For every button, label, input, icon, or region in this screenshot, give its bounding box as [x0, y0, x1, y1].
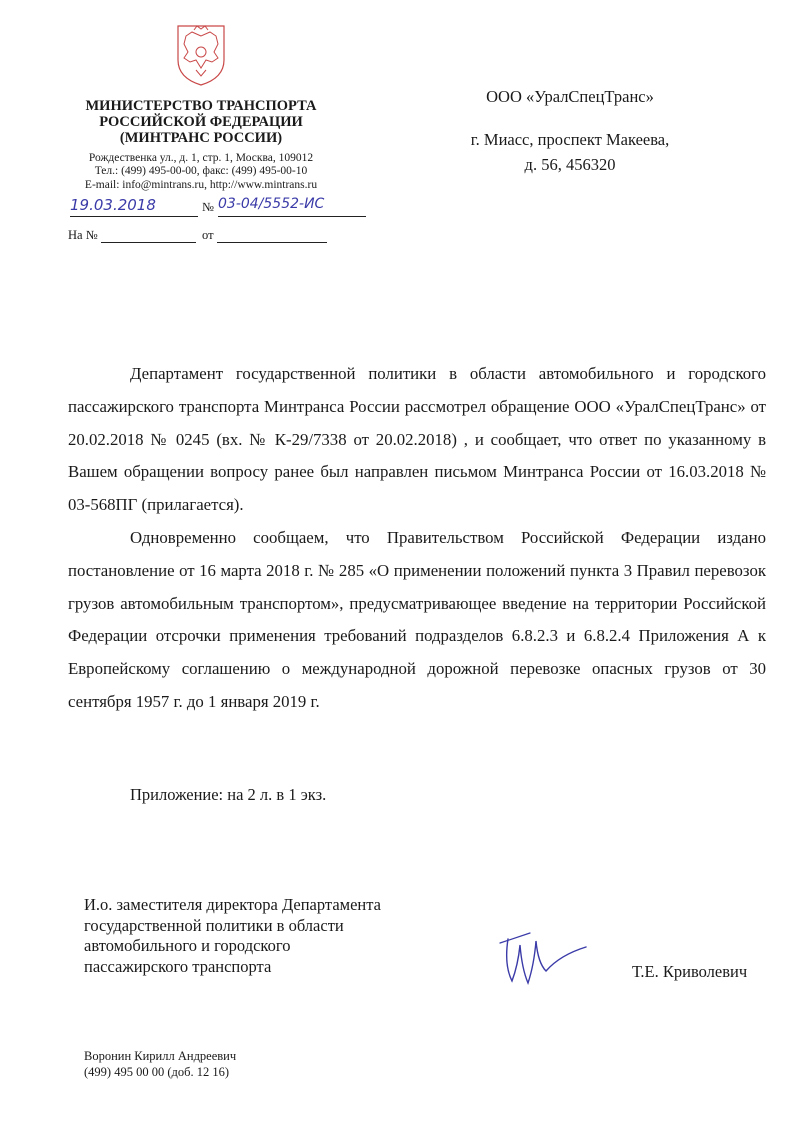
- ministry-line-1: МИНИСТЕРСТВО ТРАНСПОРТА: [85, 98, 317, 114]
- executor-name: Воронин Кирилл Андреевич: [84, 1049, 237, 1063]
- reference-date-blank: [217, 230, 327, 243]
- signer-position: [84, 895, 444, 977]
- recipient-name: ООО «УралСпецТранс»: [486, 87, 654, 106]
- ministry-line-3: (МИНТРАНС РОССИИ): [119, 130, 283, 146]
- signer-position-line-4: пассажирского транспорта: [84, 956, 272, 976]
- signer-position-line-2: государственной политики в области: [84, 915, 344, 935]
- coat-of-arms-icon: [170, 22, 232, 88]
- body-paragraph-2: Одновременно сообщаем, что Правительством Российской Федерации издано постановление от 16 марта 2018 г. № 285 «О применении положений пункта 3 Правил перевозок грузов автомобильным транспортом», предусматривающее введение на территории Российской Федерации отсрочки применения требований подразделов 6.8.2.3 и 6.8.2.4 Приложения А к Европейскому соглашению о международной дорожной перевозке опасных грузов от 30 сентября 1957 г. до 1 января 2019 г.: [68, 527, 766, 711]
- reference-number-label: На №: [68, 228, 98, 242]
- ministry-contacts: [60, 152, 342, 192]
- recipient-block: [440, 84, 700, 177]
- registration-line: [68, 196, 368, 218]
- signer-position-line-1: И.о. заместителя директора Департамента: [84, 895, 381, 914]
- attachment-note: Приложение: на 2 л. в 1 экз.: [130, 785, 327, 804]
- body-paragraph-1: Департамент государственной политики в области автомобильного и городского пассажирского транспорта Минтранса России рассмотрел обращение ООО «УралСпецТранс» от 20.02.2018 № 0245 (вх. № К-29/7338 от 20.02.2018) , и сообщает, что ответ по указанному в Вашем обращении вопросу ранее был направлен письмом Минтранса России от 16.03.2018 № 03-568ПГ (прилагается).: [68, 364, 766, 515]
- recipient-address-line-1: г. Миасс, проспект Макеева,: [470, 130, 670, 149]
- signer-position-line-3: автомобильного и городского: [84, 936, 291, 955]
- signer-name: Т.Е. Криволевич: [632, 962, 748, 981]
- reference-number-blank: [101, 230, 196, 243]
- ministry-line-2: РОССИЙСКОЙ ФЕДЕРАЦИИ: [99, 114, 303, 130]
- registration-number-label: №: [202, 200, 214, 214]
- executor-block: [84, 1048, 236, 1080]
- recipient-address-line-2: д. 56, 456320: [524, 155, 616, 174]
- reference-from-label: от: [202, 228, 214, 242]
- registration-date: 19.03.2018: [70, 196, 198, 217]
- executor-phone: (499) 495 00 00 (доб. 12 16): [84, 1065, 229, 1079]
- ministry-phone: Тел.: (499) 495-00-00, факс: (499) 495-00-10: [94, 165, 308, 178]
- ministry-email: E-mail: info@mintrans.ru, http://www.mintrans.ru: [84, 178, 318, 191]
- registration-number: 03-04/5552-ИС: [218, 196, 366, 217]
- letter-body: [68, 358, 766, 719]
- reference-line: [68, 228, 348, 243]
- handwritten-signature: [490, 925, 600, 995]
- ministry-name: [60, 98, 342, 146]
- ministry-address: Рождественка ул., д. 1, стр. 1, Москва, 109012: [88, 152, 314, 164]
